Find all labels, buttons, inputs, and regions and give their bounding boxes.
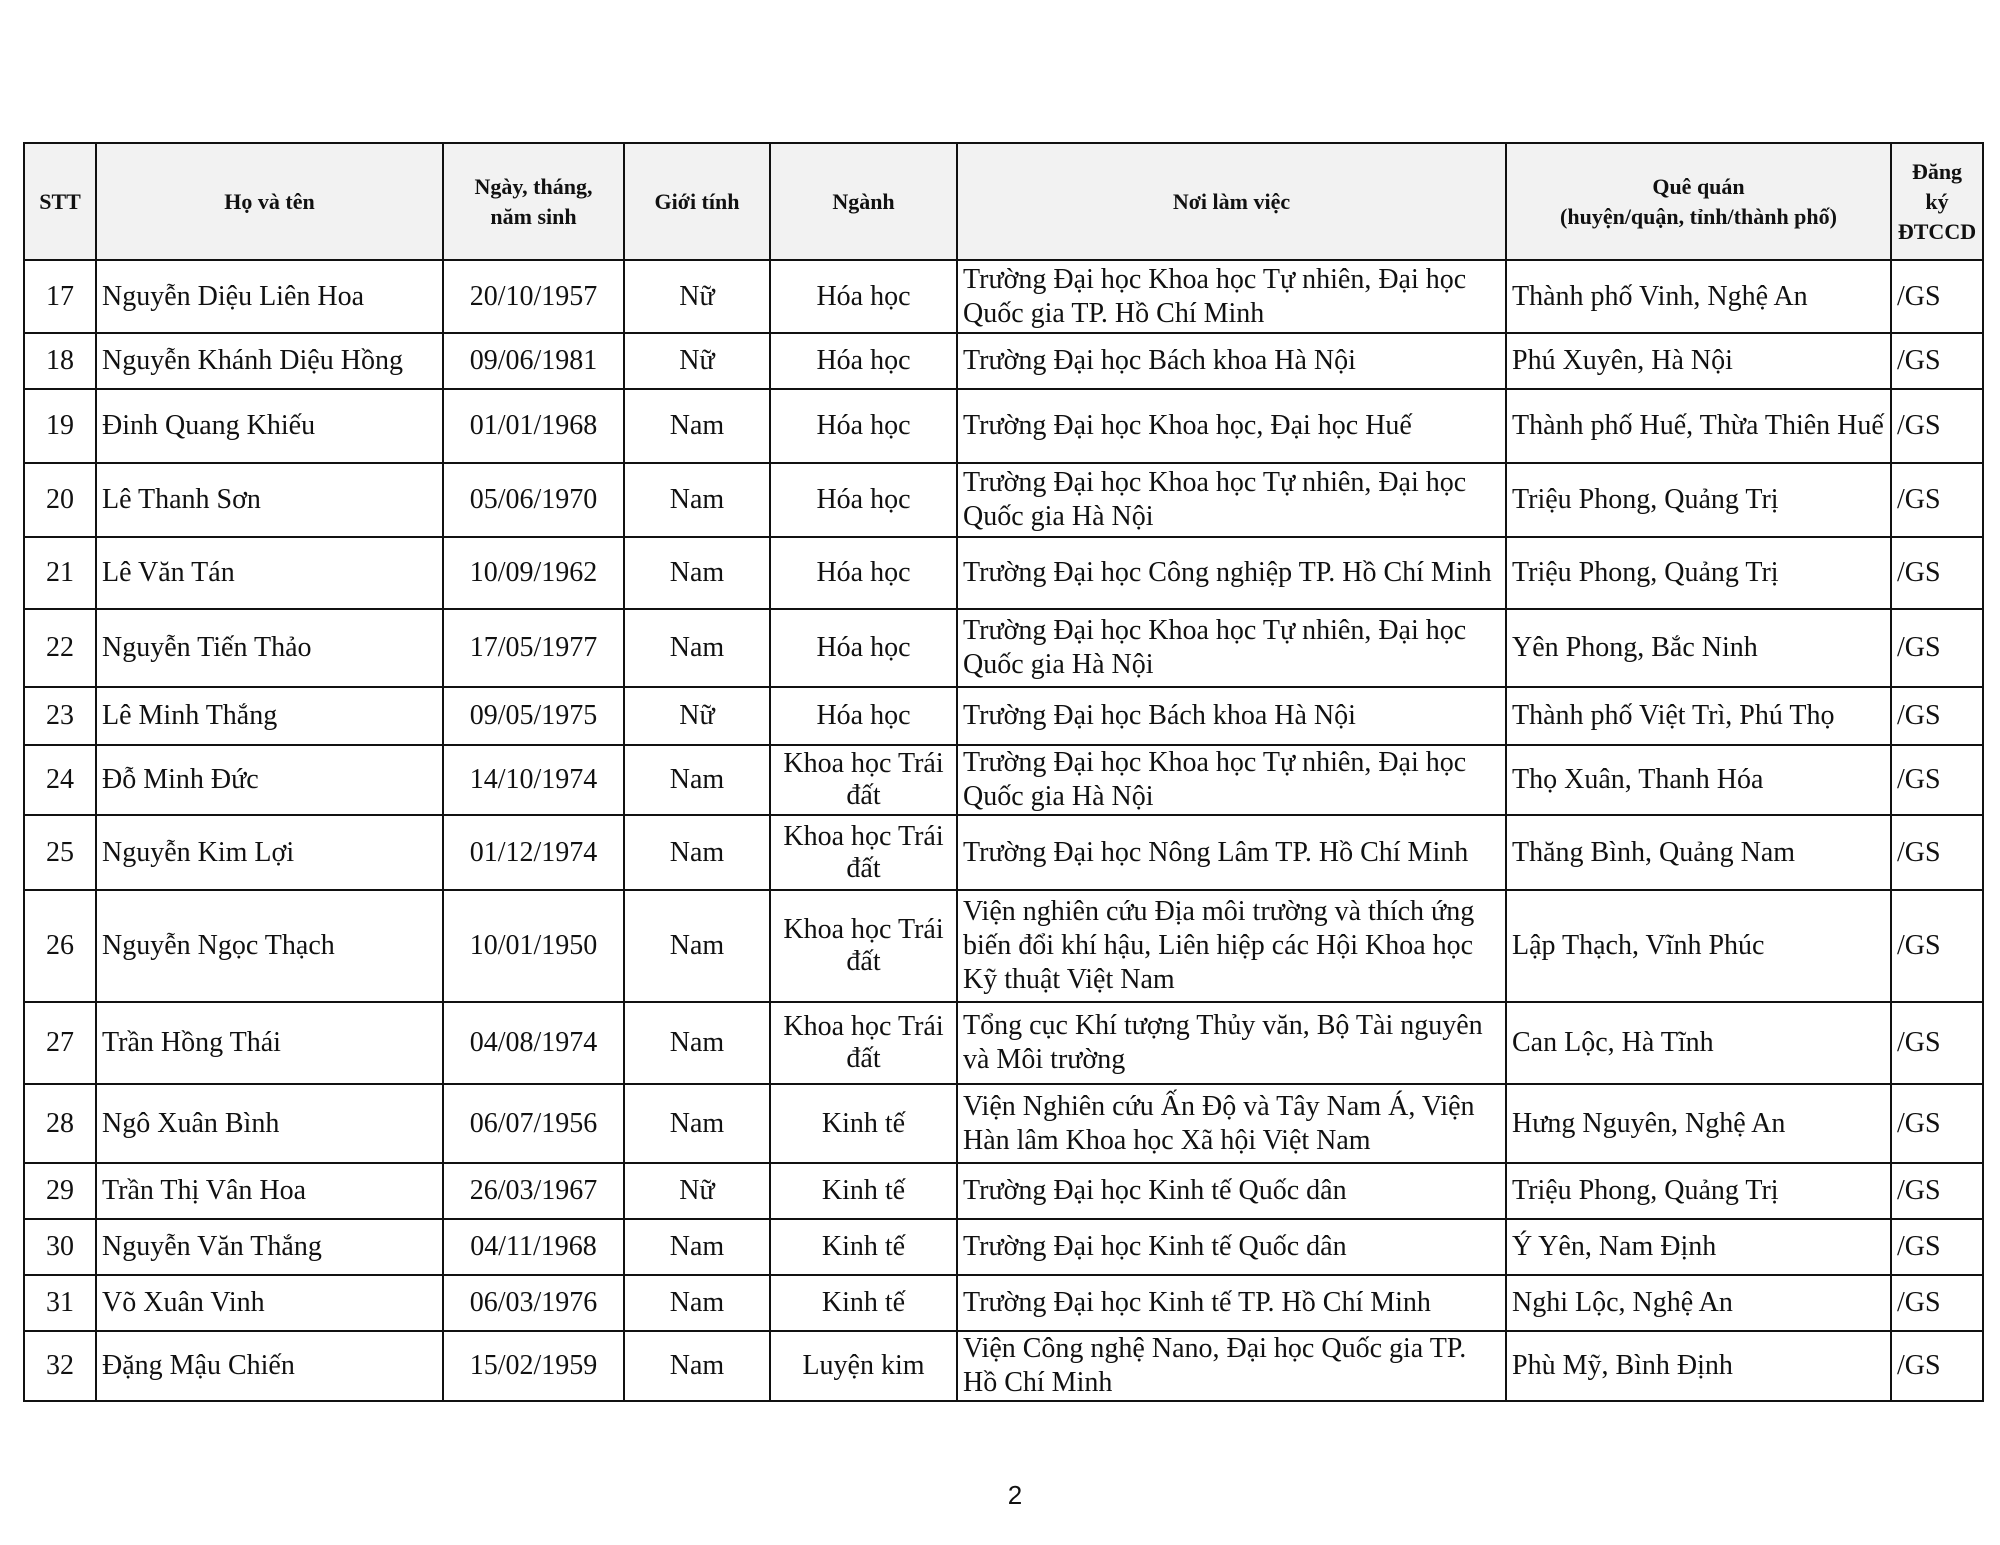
- row-stt: 23: [24, 687, 96, 745]
- header-name: Họ và tên: [96, 143, 443, 260]
- row-register: /GS: [1891, 1219, 1983, 1275]
- table-row: [24, 815, 1983, 890]
- row-hometown: Phù Mỹ, Bình Định: [1506, 1331, 1891, 1401]
- row-stt: 27: [24, 1002, 96, 1084]
- row-name: Đinh Quang Khiếu: [96, 389, 443, 463]
- row-workplace: Trường Đại học Khoa học Tự nhiên, Đại học Quốc gia Hà Nội: [957, 609, 1506, 687]
- row-workplace: Trường Đại học Bách khoa Hà Nội: [957, 333, 1506, 389]
- row-dob: 09/06/1981: [443, 333, 624, 389]
- header-hometown-line1: Quê quán: [1652, 173, 1745, 199]
- candidates-table: [23, 142, 1984, 1402]
- row-field: Kinh tế: [770, 1275, 957, 1331]
- row-workplace: Trường Đại học Kinh tế Quốc dân: [957, 1163, 1506, 1219]
- row-field: Hóa học: [770, 537, 957, 609]
- row-stt: 29: [24, 1163, 96, 1219]
- row-stt: 18: [24, 333, 96, 389]
- row-gender: Nam: [624, 1002, 770, 1084]
- table-row: [24, 890, 1983, 1002]
- table-header: [24, 143, 1983, 260]
- row-gender: Nữ: [624, 333, 770, 389]
- row-name: Nguyễn Ngọc Thạch: [96, 890, 443, 1002]
- row-dob: 20/10/1957: [443, 260, 624, 333]
- row-dob: 05/06/1970: [443, 463, 624, 537]
- table-row: [24, 463, 1983, 537]
- row-gender: Nữ: [624, 1163, 770, 1219]
- row-name: Đỗ Minh Đức: [96, 745, 443, 815]
- row-hometown: Thành phố Vinh, Nghệ An: [1506, 260, 1891, 333]
- row-workplace: Viện Nghiên cứu Ấn Độ và Tây Nam Á, Viện Hàn lâm Khoa học Xã hội Việt Nam: [957, 1084, 1506, 1163]
- row-register: /GS: [1891, 1084, 1983, 1163]
- row-dob: 10/09/1962: [443, 537, 624, 609]
- row-dob: 04/11/1968: [443, 1219, 624, 1275]
- row-hometown: Phú Xuyên, Hà Nội: [1506, 333, 1891, 389]
- row-name: Lê Thanh Sơn: [96, 463, 443, 537]
- row-register: /GS: [1891, 687, 1983, 745]
- row-name: Nguyễn Tiến Thảo: [96, 609, 443, 687]
- row-field: Kinh tế: [770, 1084, 957, 1163]
- row-workplace: Viện Công nghệ Nano, Đại học Quốc gia TP. Hồ Chí Minh: [957, 1331, 1506, 1401]
- row-stt: 30: [24, 1219, 96, 1275]
- row-register: /GS: [1891, 1002, 1983, 1084]
- row-register: /GS: [1891, 463, 1983, 537]
- table-row: [24, 1002, 1983, 1084]
- row-dob: 26/03/1967: [443, 1163, 624, 1219]
- row-workplace: Trường Đại học Khoa học Tự nhiên, Đại học Quốc gia TP. Hồ Chí Minh: [957, 260, 1506, 333]
- row-field: Hóa học: [770, 463, 957, 537]
- row-name: Nguyễn Văn Thắng: [96, 1219, 443, 1275]
- row-gender: Nữ: [624, 260, 770, 333]
- header-dob: [443, 143, 624, 260]
- row-dob: 06/07/1956: [443, 1084, 624, 1163]
- header-dob-line1: Ngày, tháng,: [474, 173, 593, 199]
- row-name: Nguyễn Khánh Diệu Hồng: [96, 333, 443, 389]
- table-row: [24, 1163, 1983, 1219]
- row-hometown: Thăng Bình, Quảng Nam: [1506, 815, 1891, 890]
- header-register-line3: ĐTCCD: [1897, 218, 1977, 244]
- row-field: Hóa học: [770, 333, 957, 389]
- header-stt: STT: [24, 143, 96, 260]
- row-register: /GS: [1891, 537, 1983, 609]
- row-gender: Nam: [624, 389, 770, 463]
- table-row: [24, 609, 1983, 687]
- row-hometown: Ý Yên, Nam Định: [1506, 1219, 1891, 1275]
- header-hometown: [1506, 143, 1891, 260]
- row-field: Kinh tế: [770, 1219, 957, 1275]
- row-gender: Nam: [624, 537, 770, 609]
- row-register: /GS: [1891, 609, 1983, 687]
- header-register-line2: ký: [1925, 188, 1949, 214]
- row-dob: 10/01/1950: [443, 890, 624, 1002]
- row-stt: 32: [24, 1331, 96, 1401]
- row-name: Võ Xuân Vinh: [96, 1275, 443, 1331]
- row-dob: 06/03/1976: [443, 1275, 624, 1331]
- row-register: /GS: [1891, 1331, 1983, 1401]
- row-register: /GS: [1891, 260, 1983, 333]
- table-row: [24, 1219, 1983, 1275]
- row-hometown: Triệu Phong, Quảng Trị: [1506, 1163, 1891, 1219]
- row-workplace: Trường Đại học Kinh tế TP. Hồ Chí Minh: [957, 1275, 1506, 1331]
- row-dob: 14/10/1974: [443, 745, 624, 815]
- row-name: Đặng Mậu Chiến: [96, 1331, 443, 1401]
- row-name: Trần Thị Vân Hoa: [96, 1163, 443, 1219]
- row-hometown: Nghi Lộc, Nghệ An: [1506, 1275, 1891, 1331]
- row-name: Lê Minh Thắng: [96, 687, 443, 745]
- table-row: [24, 745, 1983, 815]
- row-stt: 19: [24, 389, 96, 463]
- header-gender: Giới tính: [624, 143, 770, 260]
- row-stt: 25: [24, 815, 96, 890]
- row-dob: 01/01/1968: [443, 389, 624, 463]
- row-hometown: Triệu Phong, Quảng Trị: [1506, 463, 1891, 537]
- row-field: Hóa học: [770, 389, 957, 463]
- row-dob: 15/02/1959: [443, 1331, 624, 1401]
- row-stt: 31: [24, 1275, 96, 1331]
- row-dob: 04/08/1974: [443, 1002, 624, 1084]
- row-register: /GS: [1891, 1163, 1983, 1219]
- table-body: [24, 260, 1983, 1401]
- page-number: 2: [1007, 1480, 1023, 1510]
- row-name: Nguyễn Diệu Liên Hoa: [96, 260, 443, 333]
- row-workplace: Trường Đại học Công nghiệp TP. Hồ Chí Minh: [957, 537, 1506, 609]
- row-register: /GS: [1891, 333, 1983, 389]
- header-register-line1: Đăng: [1911, 158, 1963, 184]
- row-dob: 09/05/1975: [443, 687, 624, 745]
- row-field: Khoa học Trái đất: [770, 1002, 957, 1084]
- row-workplace: Trường Đại học Khoa học, Đại học Huế: [957, 389, 1506, 463]
- row-gender: Nam: [624, 463, 770, 537]
- header-register: [1891, 143, 1983, 260]
- header-dob-line2: năm sinh: [490, 203, 577, 229]
- row-name: Lê Văn Tán: [96, 537, 443, 609]
- row-field: Hóa học: [770, 260, 957, 333]
- row-workplace: Trường Đại học Bách khoa Hà Nội: [957, 687, 1506, 745]
- row-name: Trần Hồng Thái: [96, 1002, 443, 1084]
- row-field: Khoa học Trái đất: [770, 890, 957, 1002]
- row-name: Nguyễn Kim Lợi: [96, 815, 443, 890]
- row-dob: 17/05/1977: [443, 609, 624, 687]
- row-gender: Nam: [624, 1084, 770, 1163]
- header-workplace: Nơi làm việc: [957, 143, 1506, 260]
- row-register: /GS: [1891, 745, 1983, 815]
- row-gender: Nam: [624, 890, 770, 1002]
- row-hometown: Thành phố Việt Trì, Phú Thọ: [1506, 687, 1891, 745]
- row-stt: 26: [24, 890, 96, 1002]
- table-row: [24, 1331, 1983, 1401]
- row-hometown: Thọ Xuân, Thanh Hóa: [1506, 745, 1891, 815]
- table-row: [24, 333, 1983, 389]
- row-name: Ngô Xuân Bình: [96, 1084, 443, 1163]
- row-hometown: Can Lộc, Hà Tĩnh: [1506, 1002, 1891, 1084]
- row-field: Luyện kim: [770, 1331, 957, 1401]
- row-workplace: Trường Đại học Khoa học Tự nhiên, Đại học Quốc gia Hà Nội: [957, 745, 1506, 815]
- table-row: [24, 1084, 1983, 1163]
- row-workplace: Trường Đại học Nông Lâm TP. Hồ Chí Minh: [957, 815, 1506, 890]
- row-stt: 22: [24, 609, 96, 687]
- row-hometown: Thành phố Huế, Thừa Thiên Huế: [1506, 389, 1891, 463]
- row-hometown: Hưng Nguyên, Nghệ An: [1506, 1084, 1891, 1163]
- row-hometown: Lập Thạch, Vĩnh Phúc: [1506, 890, 1891, 1002]
- table-row: [24, 1275, 1983, 1331]
- header-field: Ngành: [770, 143, 957, 260]
- row-gender: Nam: [624, 745, 770, 815]
- row-hometown: Yên Phong, Bắc Ninh: [1506, 609, 1891, 687]
- table-row: [24, 537, 1983, 609]
- row-field: Hóa học: [770, 687, 957, 745]
- row-stt: 20: [24, 463, 96, 537]
- row-workplace: Trường Đại học Kinh tế Quốc dân: [957, 1219, 1506, 1275]
- row-register: /GS: [1891, 389, 1983, 463]
- table-row: [24, 389, 1983, 463]
- row-field: Kinh tế: [770, 1163, 957, 1219]
- row-gender: Nam: [624, 815, 770, 890]
- row-gender: Nam: [624, 1331, 770, 1401]
- row-workplace: Trường Đại học Khoa học Tự nhiên, Đại học Quốc gia Hà Nội: [957, 463, 1506, 537]
- row-gender: Nam: [624, 1275, 770, 1331]
- row-stt: 28: [24, 1084, 96, 1163]
- row-stt: 17: [24, 260, 96, 333]
- row-field: Hóa học: [770, 609, 957, 687]
- row-stt: 24: [24, 745, 96, 815]
- header-hometown-line2: (huyện/quận, tỉnh/thành phố): [1560, 203, 1837, 229]
- row-gender: Nữ: [624, 687, 770, 745]
- row-field: Khoa học Trái đất: [770, 745, 957, 815]
- row-register: /GS: [1891, 1275, 1983, 1331]
- row-workplace: Tổng cục Khí tượng Thủy văn, Bộ Tài nguyên và Môi trường: [957, 1002, 1506, 1084]
- row-dob: 01/12/1974: [443, 815, 624, 890]
- row-workplace: Viện nghiên cứu Địa môi trường và thích ứng biến đổi khí hậu, Liên hiệp các Hội Khoa học Kỹ thuật Việt Nam: [957, 890, 1506, 1002]
- row-register: /GS: [1891, 815, 1983, 890]
- table-row: [24, 260, 1983, 333]
- row-field: Khoa học Trái đất: [770, 815, 957, 890]
- row-hometown: Triệu Phong, Quảng Trị: [1506, 537, 1891, 609]
- table-row: [24, 687, 1983, 745]
- row-gender: Nam: [624, 609, 770, 687]
- row-stt: 21: [24, 537, 96, 609]
- row-gender: Nam: [624, 1219, 770, 1275]
- row-register: /GS: [1891, 890, 1983, 1002]
